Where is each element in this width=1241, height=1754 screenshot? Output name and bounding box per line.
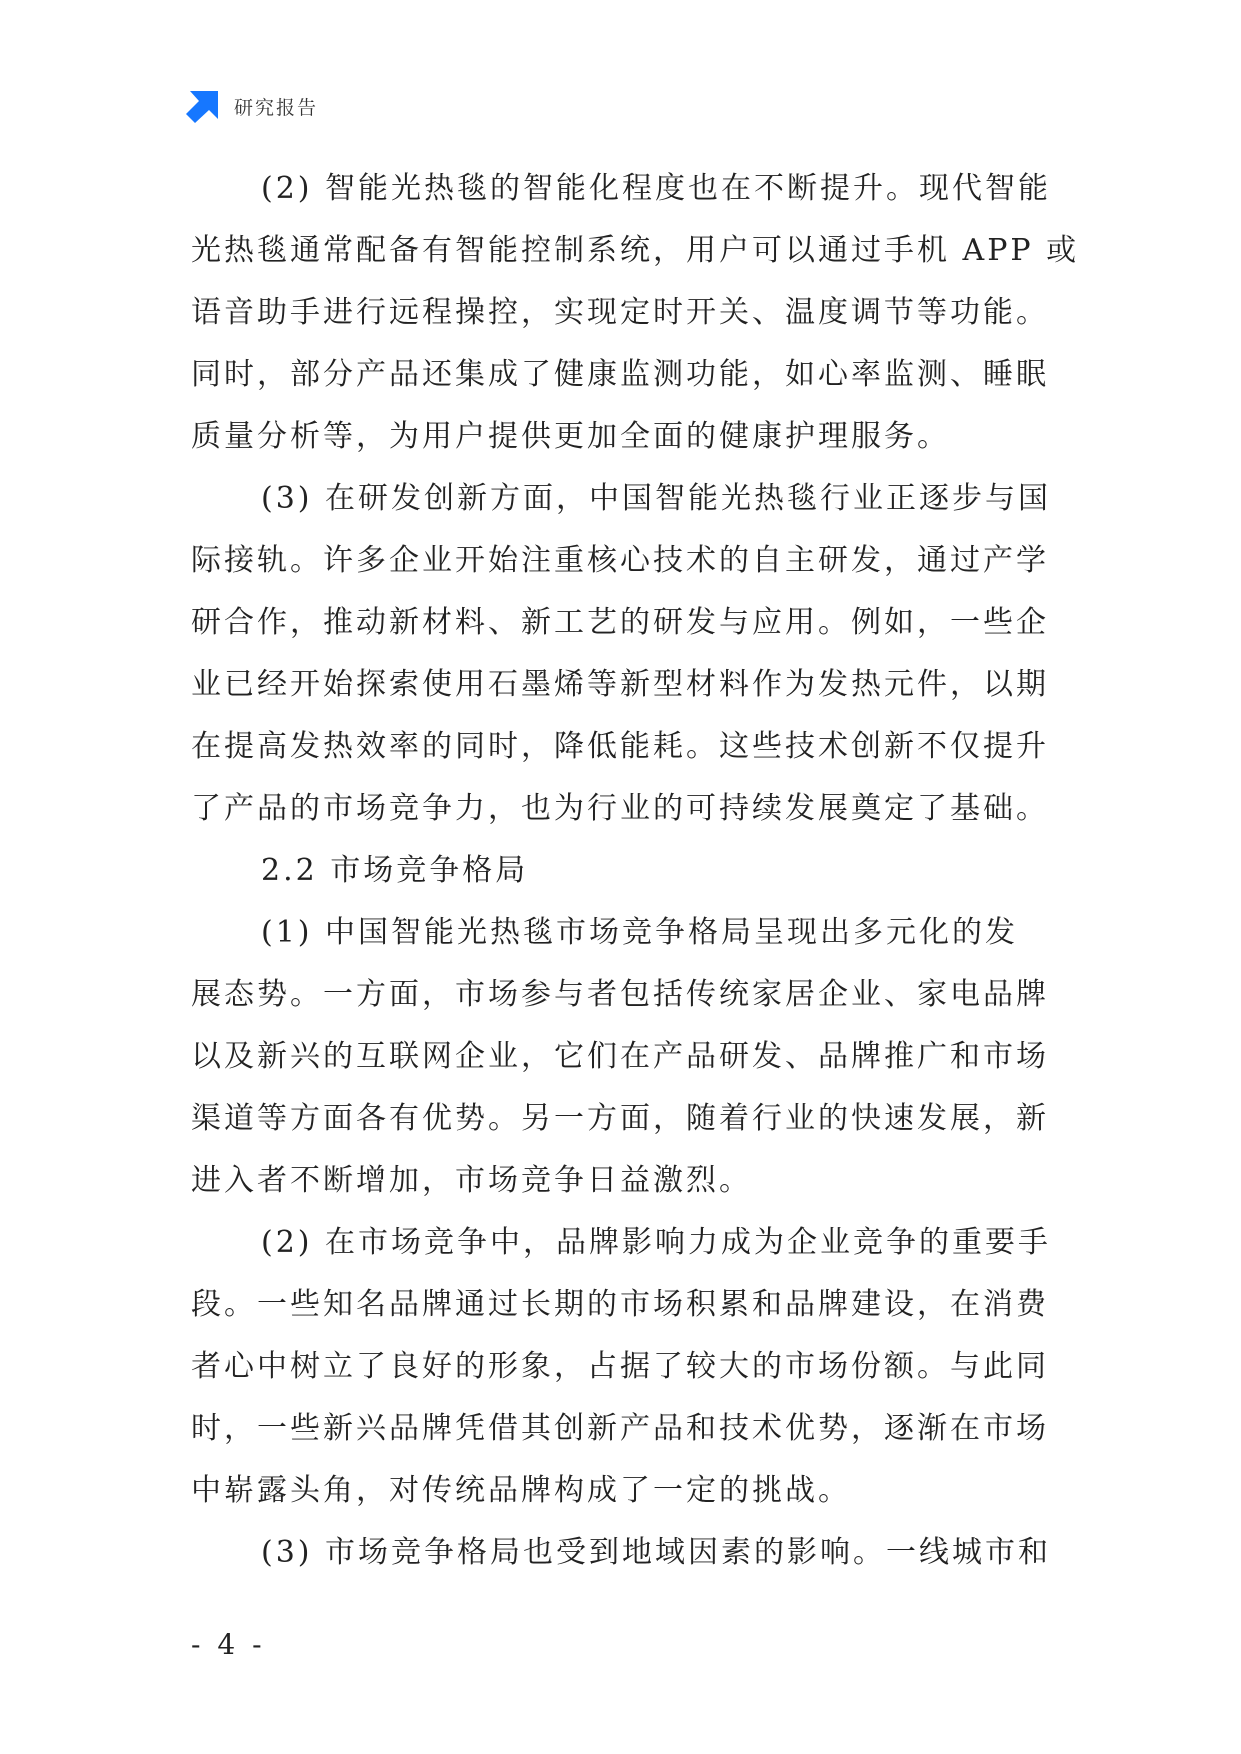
paragraph-line: 渠道等方面各有优势。另一方面，随着行业的快速发展，新 (191, 1101, 1049, 1136)
paragraph-line: 光热毯通常配备有智能控制系统，用户可以通过手机 APP 或 (191, 233, 1080, 268)
paragraph-line: 质量分析等，为用户提供更加全面的健康护理服务。 (191, 419, 950, 454)
arrow-up-right-icon (186, 89, 220, 123)
paragraph-line: 段。一些知名品牌通过长期的市场积累和品牌建设，在消费 (191, 1287, 1049, 1322)
paragraph-line: 进入者不断增加，市场竞争日益激烈。 (191, 1163, 752, 1198)
paragraph-line: (2) 在市场竞争中，品牌影响力成为企业竞争的重要手 (261, 1225, 1052, 1260)
paragraph-line: 业已经开始探索使用石墨烯等新型材料作为发热元件，以期 (191, 667, 1049, 702)
paragraph-line: (3) 市场竞争格局也受到地域因素的影响。一线城市和 (261, 1535, 1052, 1570)
paragraph-line: 以及新兴的互联网企业，它们在产品研发、品牌推广和市场 (191, 1039, 1049, 1074)
paragraph-line: 了产品的市场竞争力，也为行业的可持续发展奠定了基础。 (191, 791, 1049, 826)
paragraph-line: 际接轨。许多企业开始注重核心技术的自主研发，通过产学 (191, 543, 1049, 578)
paragraph-line: (2) 智能光热毯的智能化程度也在不断提升。现代智能 (261, 171, 1052, 206)
paragraph-line: 者心中树立了良好的形象，占据了较大的市场份额。与此同 (191, 1349, 1049, 1384)
section-heading: 2.2 市场竞争格局 (261, 853, 529, 888)
document-body (191, 158, 1080, 1584)
page-number: - 4 - (191, 1628, 266, 1661)
header-title: 研究报告 (234, 96, 319, 119)
paragraph-line: 在提高发热效率的同时，降低能耗。这些技术创新不仅提升 (191, 729, 1049, 764)
paragraph-line: 时，一些新兴品牌凭借其创新产品和技术优势，逐渐在市场 (191, 1411, 1049, 1446)
paragraph-line: 研合作，推动新材料、新工艺的研发与应用。例如，一些企 (191, 605, 1049, 640)
report-header (186, 88, 318, 124)
paragraph-line: (1) 中国智能光热毯市场竞争格局呈现出多元化的发 (261, 915, 1019, 950)
paragraph-line: 中崭露头角，对传统品牌构成了一定的挑战。 (191, 1473, 851, 1508)
paragraph-line: (3) 在研发创新方面，中国智能光热毯行业正逐步与国 (261, 481, 1052, 516)
paragraph-line: 展态势。一方面，市场参与者包括传统家居企业、家电品牌 (191, 977, 1049, 1012)
paragraph-line: 语音助手进行远程操控，实现定时开关、温度调节等功能。 (191, 295, 1049, 330)
paragraph-line: 同时，部分产品还集成了健康监测功能，如心率监测、睡眠 (191, 357, 1049, 392)
